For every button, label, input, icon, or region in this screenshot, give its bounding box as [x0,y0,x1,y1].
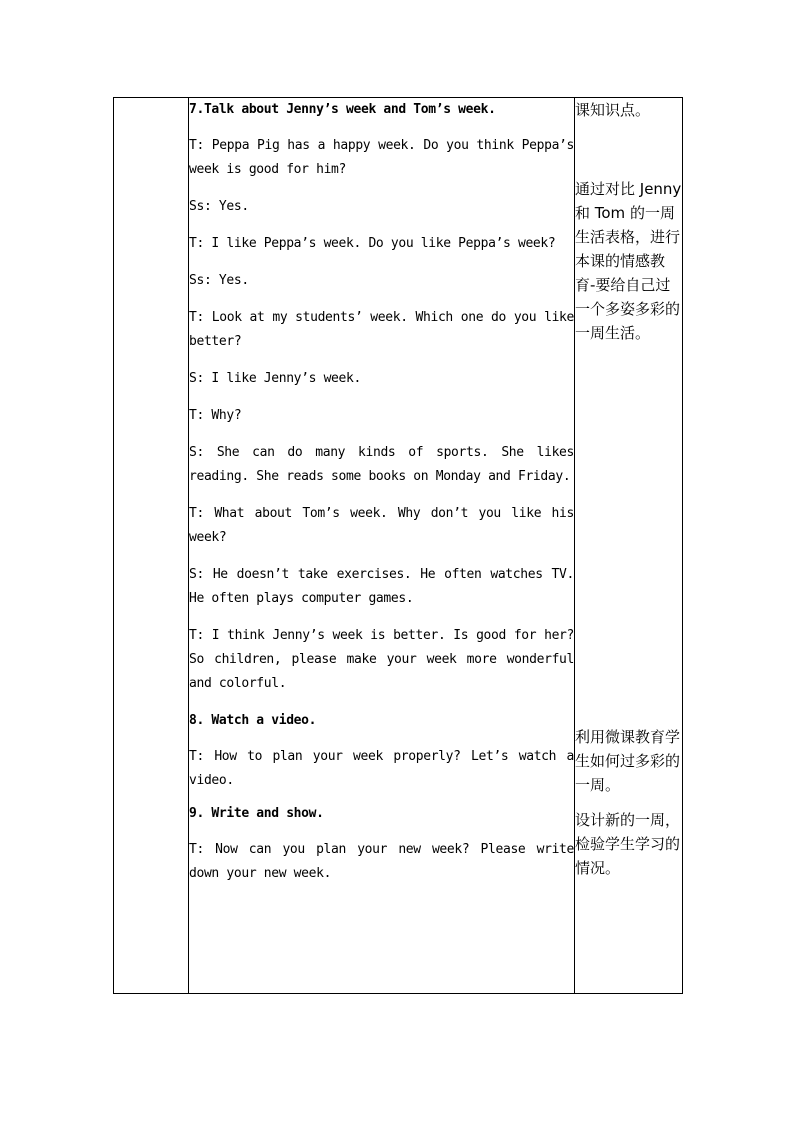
dialogue-line: S: He doesn’t take exercises. He often watches TV. He often plays computer games. [189,567,574,606]
dialogue-line: T: How to plan your week properly? Let’s watch a video. [189,749,574,788]
dialogue-line: T: Now can you plan your new week? Please write down your new week. [189,842,574,881]
dialogue-line: Ss: Yes. [189,199,249,214]
activity-column-cell [189,98,575,994]
dialogue-line: T: I think Jenny’s week is better. Is good for her? So children, please make your week more wonderful and colorful. [189,628,574,691]
table-row [114,98,683,994]
dialogue-line: Ss: Yes. [189,273,249,288]
step-heading: 8. Watch a video. [189,713,317,728]
note-text: 设计新的一周，检验学生学习的情况。 [575,811,681,877]
dialogue-line: T: I like Peppa’s week. Do you like Peppa’s week? [189,236,556,251]
note-text: 课知识点。 [575,101,651,119]
stage-column-cell [114,98,189,994]
notes-column-cell [575,98,683,994]
dialogue-line: T: Why? [189,408,242,423]
note-text: 利用微课教育学生如何过多彩的一周。 [575,728,681,794]
lesson-plan-table [113,97,683,994]
dialogue-line: T: Peppa Pig has a happy week. Do you think Peppa’s week is good for him? [189,138,574,177]
dialogue-line: T: What about Tom’s week. Why don’t you like his week? [189,506,574,545]
dialogue-line: S: I like Jenny’s week. [189,371,361,386]
step-heading: 7.Talk about Jenny’s week and Tom’s week. [189,102,496,117]
dialogue-line: S: She can do many kinds of sports. She likes reading. She reads some books on Monday and Friday. [189,445,574,484]
step-heading: 9. Write and show. [189,806,324,821]
dialogue-line: T: Look at my students’ week. Which one do you like better? [189,310,574,349]
note-text: 通过对比 Jenny 和 Tom 的一周生活表格，进行本课的情感教育-要给自己过一个多姿多彩的一周生活。 [575,180,682,342]
